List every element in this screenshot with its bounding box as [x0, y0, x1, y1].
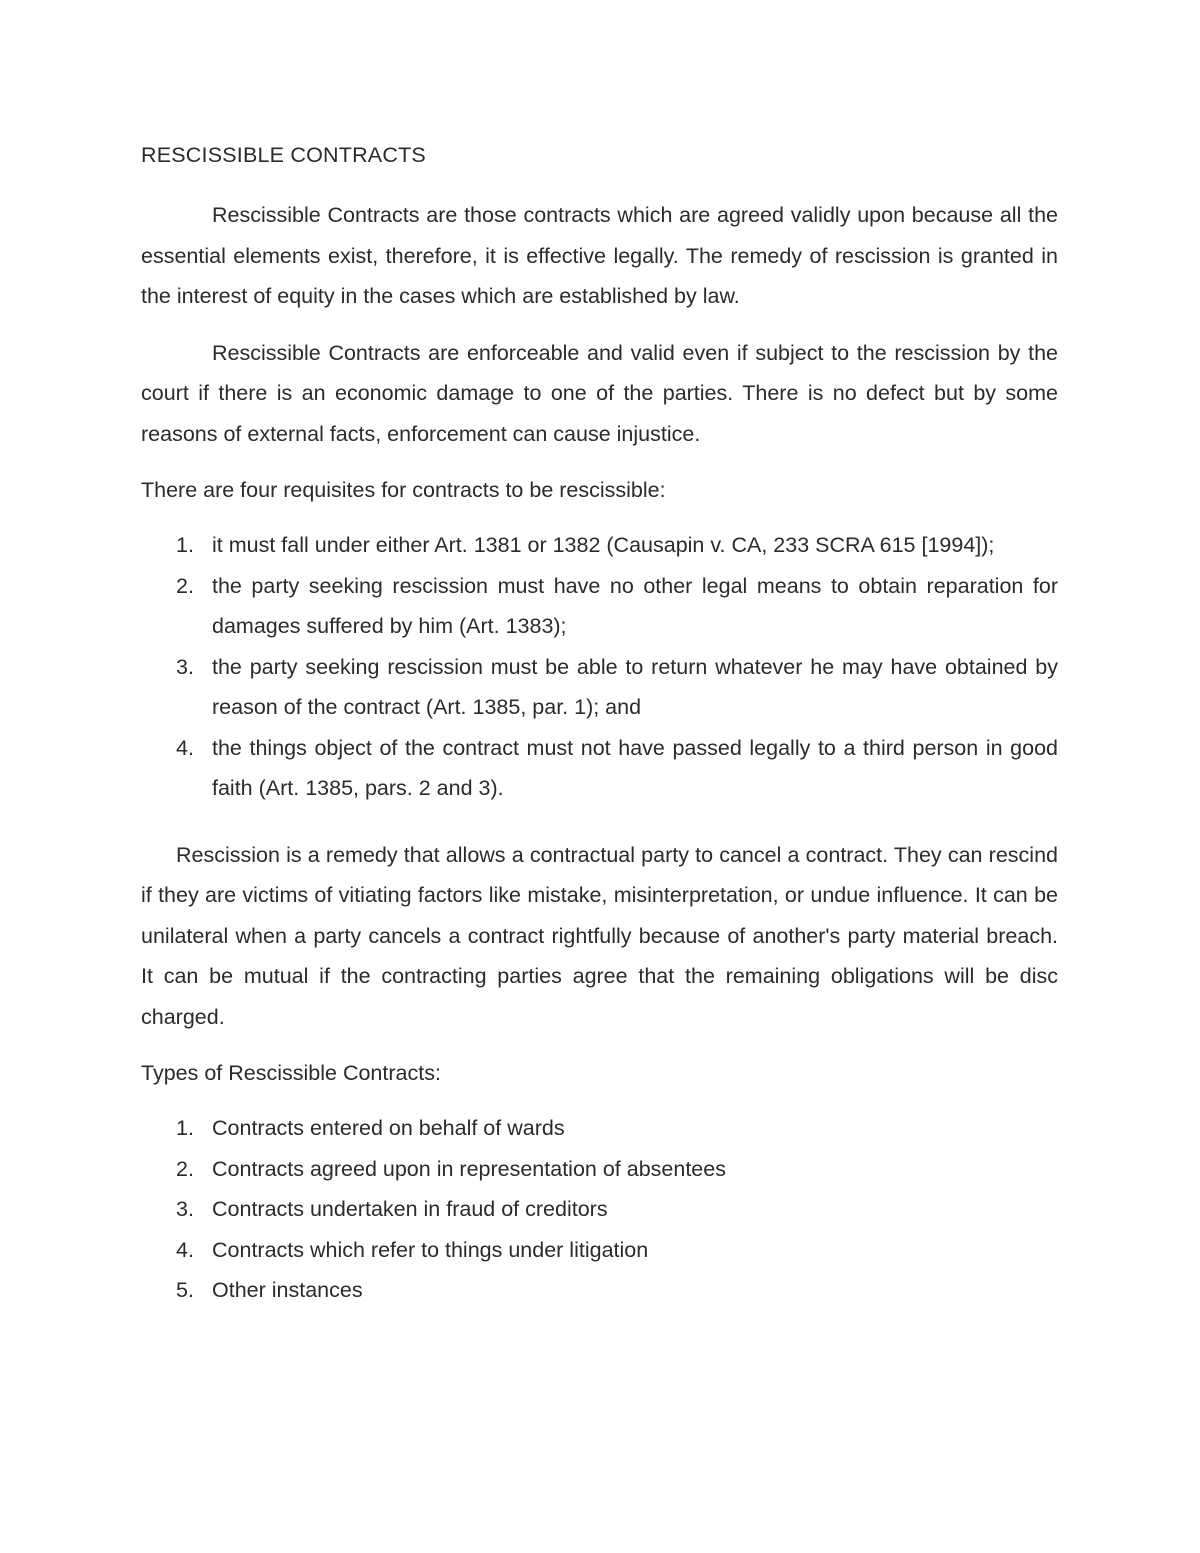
requisites-list — [141, 525, 1058, 809]
paragraph-rescission-remedy: Rescission is a remedy that allows a contractual party to cancel a contract. They can rescind if they are victims of vitiating factors like mistake, misinterpretation, or undue influence. It can be unilateral when a party cancels a contract rightfully because of another's party material breach. It can be mutual if the contracting parties agree that the remaining obligations will be disc charged. — [141, 842, 1058, 1029]
types-intro: Types of Rescissible Contracts: — [141, 1061, 441, 1085]
list-item-text: Other instances — [212, 1278, 363, 1302]
list-item-number: 1. — [176, 533, 194, 557]
list-item — [141, 1108, 1058, 1149]
list-item-number: 2. — [176, 573, 194, 598]
list-item — [141, 1230, 1058, 1271]
paragraph-enforceability: Rescissible Contracts are enforceable and valid even if subject to the rescission by the court if there is an economic damage to one of the parties. There is no defect but by some reasons of external facts, enforcement can cause injustice. — [141, 340, 1058, 446]
list-item-number: 2. — [176, 1156, 194, 1181]
list-item-text: Contracts entered on behalf of wards — [212, 1116, 565, 1140]
list-item-number: 3. — [176, 654, 194, 679]
list-item-number: 1. — [176, 1116, 194, 1140]
list-item-text: the things object of the contract must not have passed legally to a third person in good faith (Art. 1385, pars. 2 and 3). — [212, 735, 1058, 800]
list-item — [141, 647, 1058, 728]
list-item-text: it must fall under either Art. 1381 or 1382 (Causapin v. CA, 233 SCRA 615 [1994]); — [212, 533, 995, 557]
list-item — [141, 1189, 1058, 1230]
list-item — [141, 525, 1058, 566]
list-item-text: Contracts undertaken in fraud of creditors — [212, 1197, 608, 1221]
list-item-number: 3. — [176, 1197, 194, 1221]
list-item — [141, 1270, 1058, 1311]
list-item-text: the party seeking rescission must be able to return whatever he may have obtained by reason of the contract (Art. 1385, par. 1); and — [212, 654, 1058, 719]
list-item-number: 5. — [176, 1278, 194, 1302]
list-item-number: 4. — [176, 735, 194, 760]
list-item — [141, 1149, 1058, 1190]
list-item — [141, 566, 1058, 647]
list-item-number: 4. — [176, 1237, 194, 1262]
page-title: RESCISSIBLE CONTRACTS — [141, 143, 426, 167]
document-page — [141, 138, 1058, 1311]
paragraph-definition: Rescissible Contracts are those contracts which are agreed validly upon because all the essential elements exist, therefore, it is effective legally. The remedy of rescission is granted in the interest of equity in the cases which are established by law. — [141, 203, 1058, 308]
list-item — [141, 728, 1058, 809]
list-item-text: the party seeking rescission must have no other legal means to obtain reparation for damages suffered by him (Art. 1383); — [212, 573, 1058, 638]
types-list — [141, 1108, 1058, 1311]
list-item-text: Contracts agreed upon in representation of absentees — [212, 1156, 726, 1181]
requisites-intro: There are four requisites for contracts to be rescissible: — [141, 478, 666, 502]
list-item-text: Contracts which refer to things under litigation — [212, 1237, 649, 1262]
